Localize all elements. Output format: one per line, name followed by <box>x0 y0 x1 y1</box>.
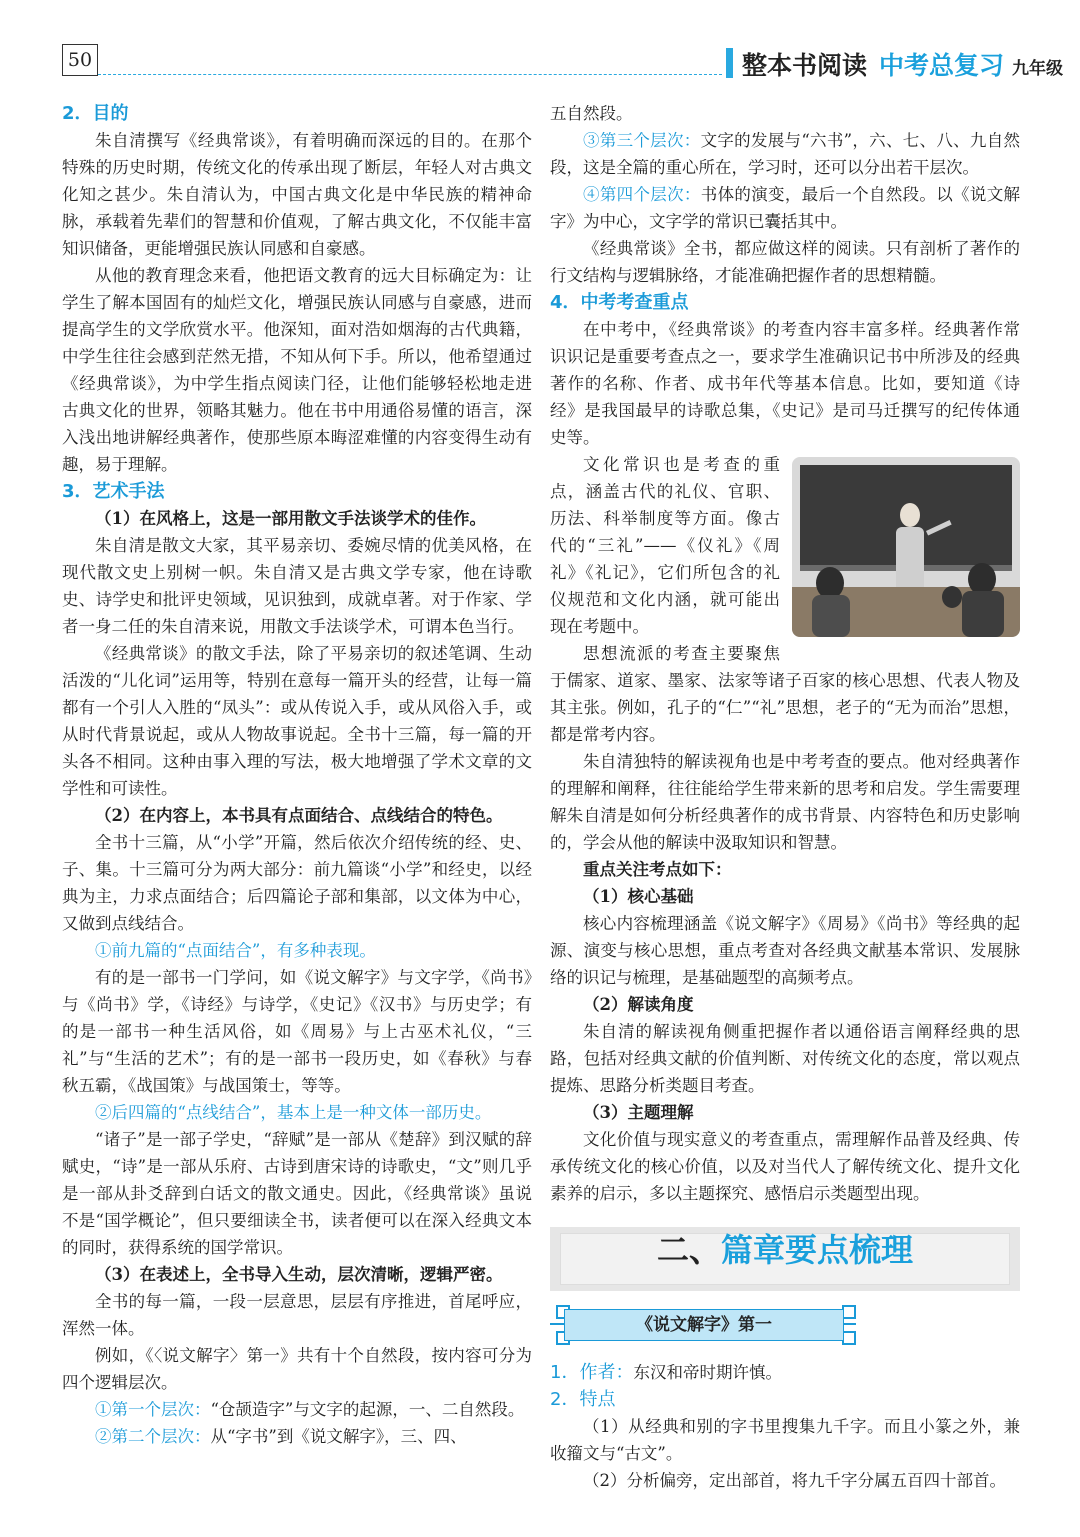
chapter-title-box <box>550 1305 1020 1345</box>
paragraph: 文化常识也是考查的重点，涵盖古代的礼仪、官职、历法、科举制度等方面。像古代的“三礼”——《仪礼》《周礼》《礼记》，它们所包含的礼仪规范和文化内涵，就可能出现在考题中。 <box>550 455 780 636</box>
chapter-title: 《说文解字》第一 <box>564 1309 844 1341</box>
paragraph: 朱自清是散文大家，其平易亲切、委婉尽情的优美风格，在现代散文史上别树一帜。朱自清又是古典文学专家，他在诗歌史、诗学史和批评史领域，见识独到，成就卓著。对于作家、学者一身二任的朱自清来说，用散文手法谈学术，可谓本色当行。 <box>62 536 532 636</box>
paragraph-continued: 五自然段。 <box>550 104 633 123</box>
heading-art-technique: 3．艺术手法 <box>62 481 165 502</box>
focus-item-title: （3）主题理解 <box>583 1103 694 1122</box>
header-accent-bar <box>726 48 733 78</box>
level-item <box>550 181 1020 235</box>
level-item <box>62 1423 532 1450</box>
paragraph: 《经典常谈》的散文手法，除了平易亲切的叙述笔调、生动活泼的“儿化词”运用等，特别在意每一篇开头的经营，让每一篇都有一个引人入胜的“凤头”：或从传说入手，或从风俗入手，或从时代背景说起，或从人物故事说起。全书十三篇，每一篇的开头各不相同。这种由事入理的写法，极大地增强了学术文章的文学性和可读性。 <box>62 644 532 798</box>
level-label: ③第三个层次： <box>583 131 701 150</box>
classroom-illustration-image <box>792 457 1020 637</box>
heading-purpose: 2．目的 <box>62 103 129 124</box>
section-banner <box>550 1227 1020 1291</box>
level-item <box>550 127 1020 181</box>
subheading: （1）在风格上，这是一部用散文手法谈学术的佳作。 <box>95 509 486 528</box>
header-dashed-line <box>98 74 722 75</box>
heading-features: 2．特点 <box>550 1389 616 1410</box>
subheading-blue: ①前九篇的“点面结合”，有多种表现。 <box>95 941 376 960</box>
focus-item-title: （2）解读角度 <box>583 995 694 1014</box>
author-label: 1．作者： <box>550 1362 634 1383</box>
level-label: ②第二个层次： <box>95 1427 211 1446</box>
section-number: 二、 <box>656 1231 721 1269</box>
paragraph: 从他的教育理念来看，他把语文教育的远大目标确定为：让学生了解本国固有的灿烂文化，增强民族认同感与自豪感，进而提高学生的文学欣赏水平。他深知，面对浩如烟海的古代典籍，中学生往往会感到茫然无措，不知从何下手。所以，他希望通过《经典常谈》，为中学生指点阅读门径，让他们能够轻松地走进古典文化的世界，领略其魅力。他在书中用通俗易懂的语言，深入浅出地讲解经典著作，使那些原本晦涩难懂的内容变得生动有趣，易于理解。 <box>62 266 532 474</box>
paragraph: 有的是一部书一门学问，如《说文解字》与文字学，《尚书》与《尚书》学，《诗经》与诗学，《史记》《汉书》与历史学；有的是一部书一种生活风俗，如《周易》与上古巫术礼仪，“三礼”与“生活的艺术”；有的是一部书一段历史，如《春秋》与春秋五霸，《战国策》与战国策士，等等。 <box>62 968 532 1095</box>
level-label: ①第一个层次： <box>95 1400 211 1419</box>
right-column <box>550 100 1020 1494</box>
book-title-main: 整本书阅读 <box>742 51 868 80</box>
chapter-box-line <box>842 1323 856 1325</box>
subheading: （2）在内容上，本书具有点面结合、点线结合的特色。 <box>95 806 503 825</box>
level-label: ④第四个层次： <box>583 185 701 204</box>
paragraph: （2）分析偏旁，定出部首，将九千字分属五百四十部首。 <box>583 1471 1006 1490</box>
chapter-box-ornament <box>842 1305 856 1319</box>
paragraph: 思想流派的考查主要聚焦于儒家、道家、墨家、法家等诸子百家的核心思想、代表人物及其主张。例如，孔子的“仁”“礼”思想，老子的“无为而治”思想，都是常考内容。 <box>550 644 1020 744</box>
focus-title: 重点关注考点如下： <box>583 860 732 879</box>
paragraph: 《经典常谈》全书，都应做这样的阅读。只有剖析了著作的行文结构与逻辑脉络，才能准确把握作者的思想精髓。 <box>550 239 1020 285</box>
book-title-series: 中考总复习 <box>879 51 1005 80</box>
focus-item-title: （1）核心基础 <box>583 887 694 906</box>
level-text: 文字的发展与“六书”，六、七、八、九自然段，这是全篇的重心所在，学习时，还可以分出若干层次。 <box>550 131 1021 177</box>
left-column <box>62 100 532 1450</box>
paragraph: 文化价值与现实意义的考查重点，需理解作品普及经典、传承传统文化的核心价值，以及对当代人了解传统文化、提升文化素养的启示，多以主题探究、感悟启示类题型出现。 <box>550 1130 1020 1203</box>
page-header <box>62 44 1064 80</box>
paragraph: 在中考中，《经典常谈》的考查内容丰富多样。经典著作常识识记是重要考查点之一，要求学生准确识记书中所涉及的经典著作的名称、作者、成书年代等基本信息。比如，要知道《诗经》是我国最早的诗歌总集，《史记》是司马迁撰写的纪传体通史等。 <box>550 320 1020 447</box>
paragraph: 例如，《〈说文解字〉第一》共有十个自然段，按内容可分为四个逻辑层次。 <box>62 1346 532 1392</box>
chapter-box-line <box>550 1323 564 1325</box>
paragraph: （1）从经典和别的字书里搜集九千字。而且小篆之外，兼收籀文与“古文”。 <box>550 1417 1020 1463</box>
subheading: （3）在表述上，全书导入生动，层次清晰，逻辑严密。 <box>95 1265 503 1284</box>
paragraph: 核心内容梳理涵盖《说文解字》《周易》《尚书》等经典的起源、演变与核心思想，重点考查对各经典文献基本常识、发展脉络的识记与梳理，是基础题型的高频考点。 <box>550 914 1020 987</box>
level-item <box>62 1396 532 1423</box>
author-text: 东汉和帝时期许慎。 <box>633 1363 782 1382</box>
paragraph: 全书十三篇，从“小学”开篇，然后依次介绍传统的经、史、子、集。十三篇可分为两大部分：前九篇谈“小学”和经史，以经典为主，力求点面结合；后四篇论子部和集部，以文体为中心，又做到点线结合。 <box>62 833 532 933</box>
page-number: 50 <box>62 44 98 76</box>
level-text: 从“字书”到《说文解字》，三、四、 <box>210 1427 467 1446</box>
paragraph: 全书的每一篇，一段一层意思，层层有序推进，首尾呼应，浑然一体。 <box>62 1292 532 1338</box>
paragraph: 朱自清撰写《经典常谈》，有着明确而深远的目的。在那个特殊的历史时期，传统文化的传承出现了断层，年轻人对古典文化知之甚少。朱自清认为，中国古典文化是中华民族的精神命脉，承载着先辈们的智慧和价值观，了解古典文化，不仅能丰富知识储备，更能增强民族认同感和自豪感。 <box>62 131 532 258</box>
chapter-box-ornament <box>842 1331 856 1345</box>
author-line <box>550 1359 1020 1386</box>
paragraph: “诸子”是一部子学史，“辞赋”是一部从《楚辞》到汉赋的辞赋史，“诗”是一部从乐府、古诗到唐宋诗的诗歌史，“文”则几乎是一部从卦爻辞到白话文的散文通史。因此，《经典常谈》虽说不是“国学概论”，但只要细读全书，读者便可以在深入经典文本的同时，获得系统的国学常识。 <box>62 1130 532 1257</box>
level-text: 书体的演变，最后一个自然段。以《说文解字》为中心，文字学的常识已囊括其中。 <box>550 185 1021 231</box>
section-title <box>550 1231 1020 1269</box>
heading-exam-focus: 4．中考考查重点 <box>550 292 689 313</box>
classroom-illustration <box>792 457 1020 637</box>
paragraph: 朱自清的解读视角侧重把握作者以通俗语言阐释经典的思路，包括对经典文献的价值判断、对传统文化的态度，常以观点提炼、思路分析类题目考查。 <box>550 1022 1020 1095</box>
book-title <box>742 46 1063 82</box>
section-name: 篇章要点梳理 <box>721 1231 914 1269</box>
subheading-blue: ②后四篇的“点线结合”，基本上是一种文体一部历史。 <box>95 1103 492 1122</box>
level-text: “仓颉造字”与文字的起源，一、二自然段。 <box>210 1400 525 1419</box>
book-grade: 九年级 <box>1012 59 1064 79</box>
paragraph: 朱自清独特的解读视角也是中考考查的要点。他对经典著作的理解和阐释，往往能给学生带来新的思考和启发。学生需要理解朱自清是如何分析经典著作的成书背景、内容特色和历史影响的，学会从他的解读中汲取知识和智慧。 <box>550 752 1020 852</box>
